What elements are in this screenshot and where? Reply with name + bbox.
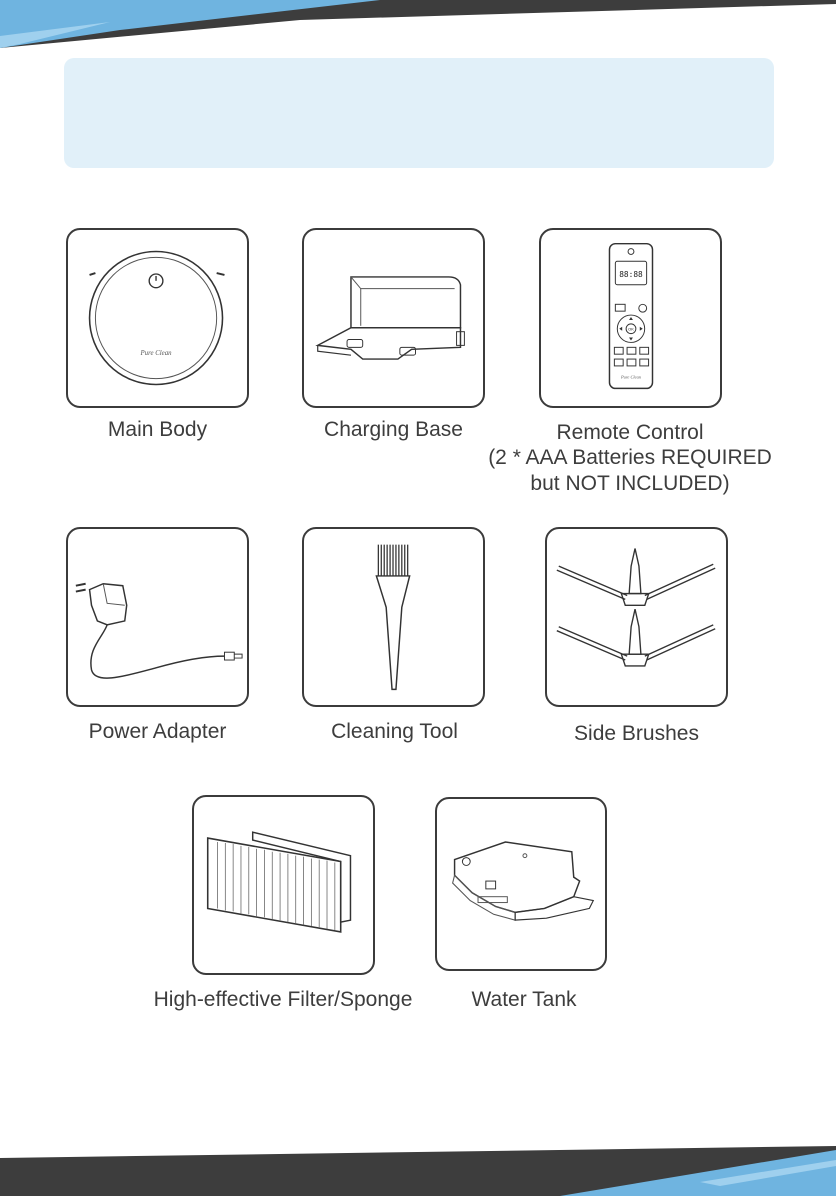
svg-text:OK: OK: [628, 326, 634, 332]
power-adapter-box: [66, 527, 249, 707]
caption-side-brushes: Side Brushes: [574, 722, 699, 745]
caption-cleaning-tool: Cleaning Tool: [331, 720, 458, 743]
caption-main-body: Main Body: [107, 418, 208, 441]
svg-text:88:88: 88:88: [619, 269, 643, 279]
charging-base-box: [302, 228, 485, 408]
water-tank-box: [435, 797, 607, 971]
cleaning-brush-icon: [304, 529, 483, 705]
main-body-box: [66, 228, 249, 408]
water-tank-icon: [437, 799, 605, 969]
side-brushes-box: [545, 527, 728, 707]
power-adapter-icon: [68, 529, 247, 705]
svg-text:Pure Clean: Pure Clean: [140, 350, 172, 358]
caption-filter-sponge: High-effective Filter/Sponge: [153, 988, 413, 1011]
remote-control-icon: [541, 230, 720, 406]
filter-sponge-box: [192, 795, 375, 975]
info-banner: [64, 58, 774, 168]
caption-remote-control: Remote Control: [556, 421, 704, 444]
side-brushes-icon: [547, 529, 726, 705]
caption-water-tank: Water Tank: [471, 988, 577, 1011]
footer-band: [0, 1146, 836, 1196]
caption-power-adapter: Power Adapter: [88, 720, 227, 743]
svg-text:Pure Clean: Pure Clean: [621, 374, 641, 380]
remote-note-line2: but NOT INCLUDED): [530, 472, 730, 495]
cleaning-tool-box: [302, 527, 485, 707]
robot-vacuum-icon: [68, 230, 247, 406]
caption-charging-base: Charging Base: [324, 418, 463, 441]
charging-base-icon: [304, 230, 483, 406]
header-band: [0, 0, 836, 52]
remote-control-box: [539, 228, 722, 408]
filter-sponge-icon: [194, 797, 373, 973]
remote-note-line1: (2 * AAA Batteries REQUIRED: [488, 446, 772, 469]
